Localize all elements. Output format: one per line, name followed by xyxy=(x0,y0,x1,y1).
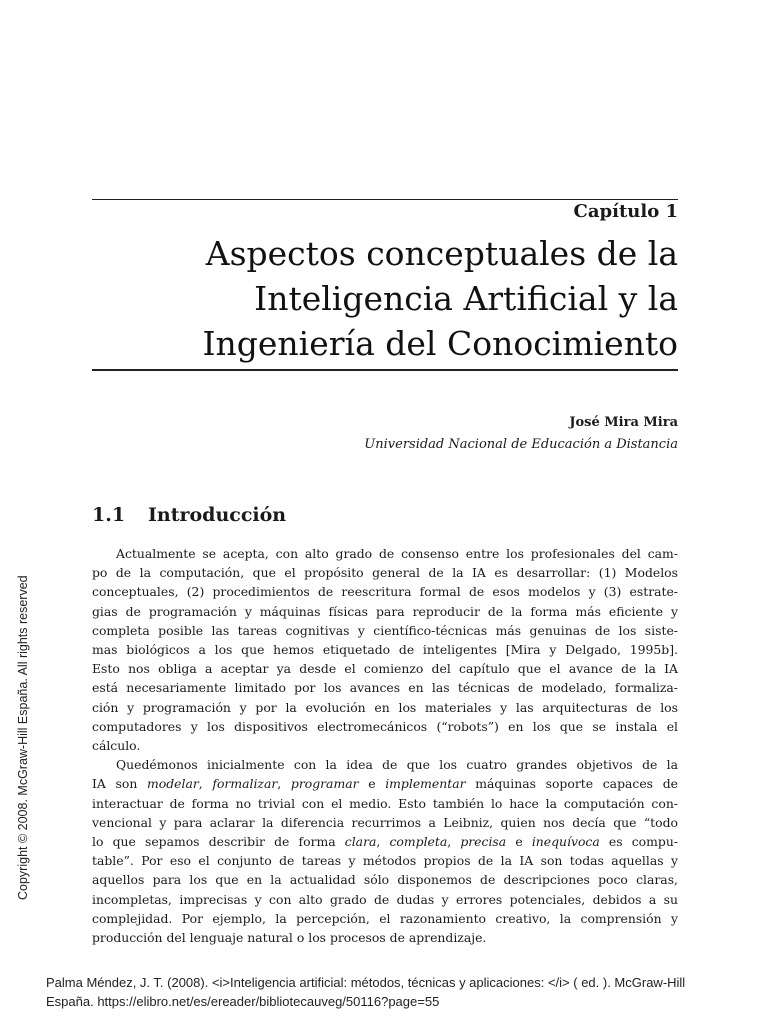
text-line: interactuar de forma no trivial con el medio. Esto también lo hace la computación con- xyxy=(92,795,678,811)
chapter-title-line: Aspectos conceptuales de la xyxy=(205,234,678,273)
copyright-sidebar xyxy=(12,520,36,920)
text-line: Actualmente se acepta, con alto grado de consenso entre los profesionales del cam- xyxy=(116,546,678,561)
author-affiliation: Universidad Nacional de Educación a Distancia xyxy=(364,437,678,452)
text-line: po de la computación, que el propósito general de la IA es desarrollar: (1) Modelos xyxy=(92,565,678,581)
text-line: producción del lenguaje natural o los procesos de aprendizaje. xyxy=(92,930,487,946)
text-line: Quedémonos inicialmente con la idea de que los cuatro grandes objetivos de la xyxy=(116,757,678,773)
author-name: José Mira Mira xyxy=(569,415,678,430)
chapter-top-rule xyxy=(92,199,678,200)
text-line: aquellos para los que en la actualidad sólo disponemos de descripciones poco claras, xyxy=(92,872,678,888)
chapter-title-line: Ingeniería del Conocimiento xyxy=(202,324,678,363)
text-line: Esto nos obliga a aceptar ya desde el comienzo del capítulo que el avance de la IA xyxy=(92,661,678,677)
text-line: table”. Por eso el conjunto de tareas y métodos propios de la IA son todas aquellas y xyxy=(92,853,678,869)
chapter-title-line: Inteligencia Artificial y la xyxy=(254,279,678,318)
paragraph-2 xyxy=(92,755,678,947)
paragraph-1 xyxy=(92,544,678,755)
text-line: cálculo. xyxy=(92,738,141,754)
text-line: vencional y para aclarar la diferencia recurrimos a Leibniz, quien nos decía que “todo xyxy=(92,814,678,830)
section-heading xyxy=(92,504,286,526)
text-line: lo que sepamos describir de forma clara, completa, precisa e inequívoca es compu- xyxy=(92,834,678,850)
section-title: Introducción xyxy=(148,504,287,526)
text-line: incompletas, imprecisas y con alto grado de dudas y errores potenciales, debidos a su xyxy=(92,891,678,907)
chapter-bottom-rule xyxy=(92,369,678,371)
section-number: 1.1 xyxy=(92,504,126,526)
text-line: computadores y los dispositivos electromecánicos (“robots”) en los que se instala el xyxy=(92,718,678,734)
text-line: está necesariamente limitado por los avances en las técnicas de modelado, formaliza- xyxy=(92,680,678,696)
text-line: mas biológicos a los que hemos etiquetado de inteligentes [Mira y Delgado, 1995b]. xyxy=(92,642,678,658)
chapter-title xyxy=(118,231,678,366)
text-line: ción y programación y por la evolución en los materiales y las arquitecturas de los xyxy=(92,699,678,715)
text-line: conceptuales, (2) procedimientos de reescritura formal de esos modelos y (3) estrate- xyxy=(92,584,678,600)
text-line: gias de programación y máquinas físicas para reproducir de la forma más eficiente y xyxy=(92,603,678,619)
text-line: completa posible las tareas cognitivas y científico-técnicas más genuinas de los siste- xyxy=(92,622,678,638)
copyright-text: Copyright © 2008. McGraw-Hill España. All rights reserved xyxy=(16,575,30,900)
text-line: IA son modelar, formalizar, programar e implementar máquinas soporte capaces de xyxy=(92,776,678,792)
chapter-label: Capítulo 1 xyxy=(573,201,678,222)
body-text xyxy=(92,544,678,947)
footer-citation: Palma Méndez, J. T. (2008). <i>Inteligencia artificial: métodos, técnicas y aplicaciones: </i> ( ed. ). McGraw-Hill España. https://elibro.net/es/ereader/bibliotecauveg/50116?page=55 xyxy=(46,975,686,1009)
text-line: complejidad. Por ejemplo, la percepción, el razonamiento creativo, la comprensión y xyxy=(92,910,678,926)
